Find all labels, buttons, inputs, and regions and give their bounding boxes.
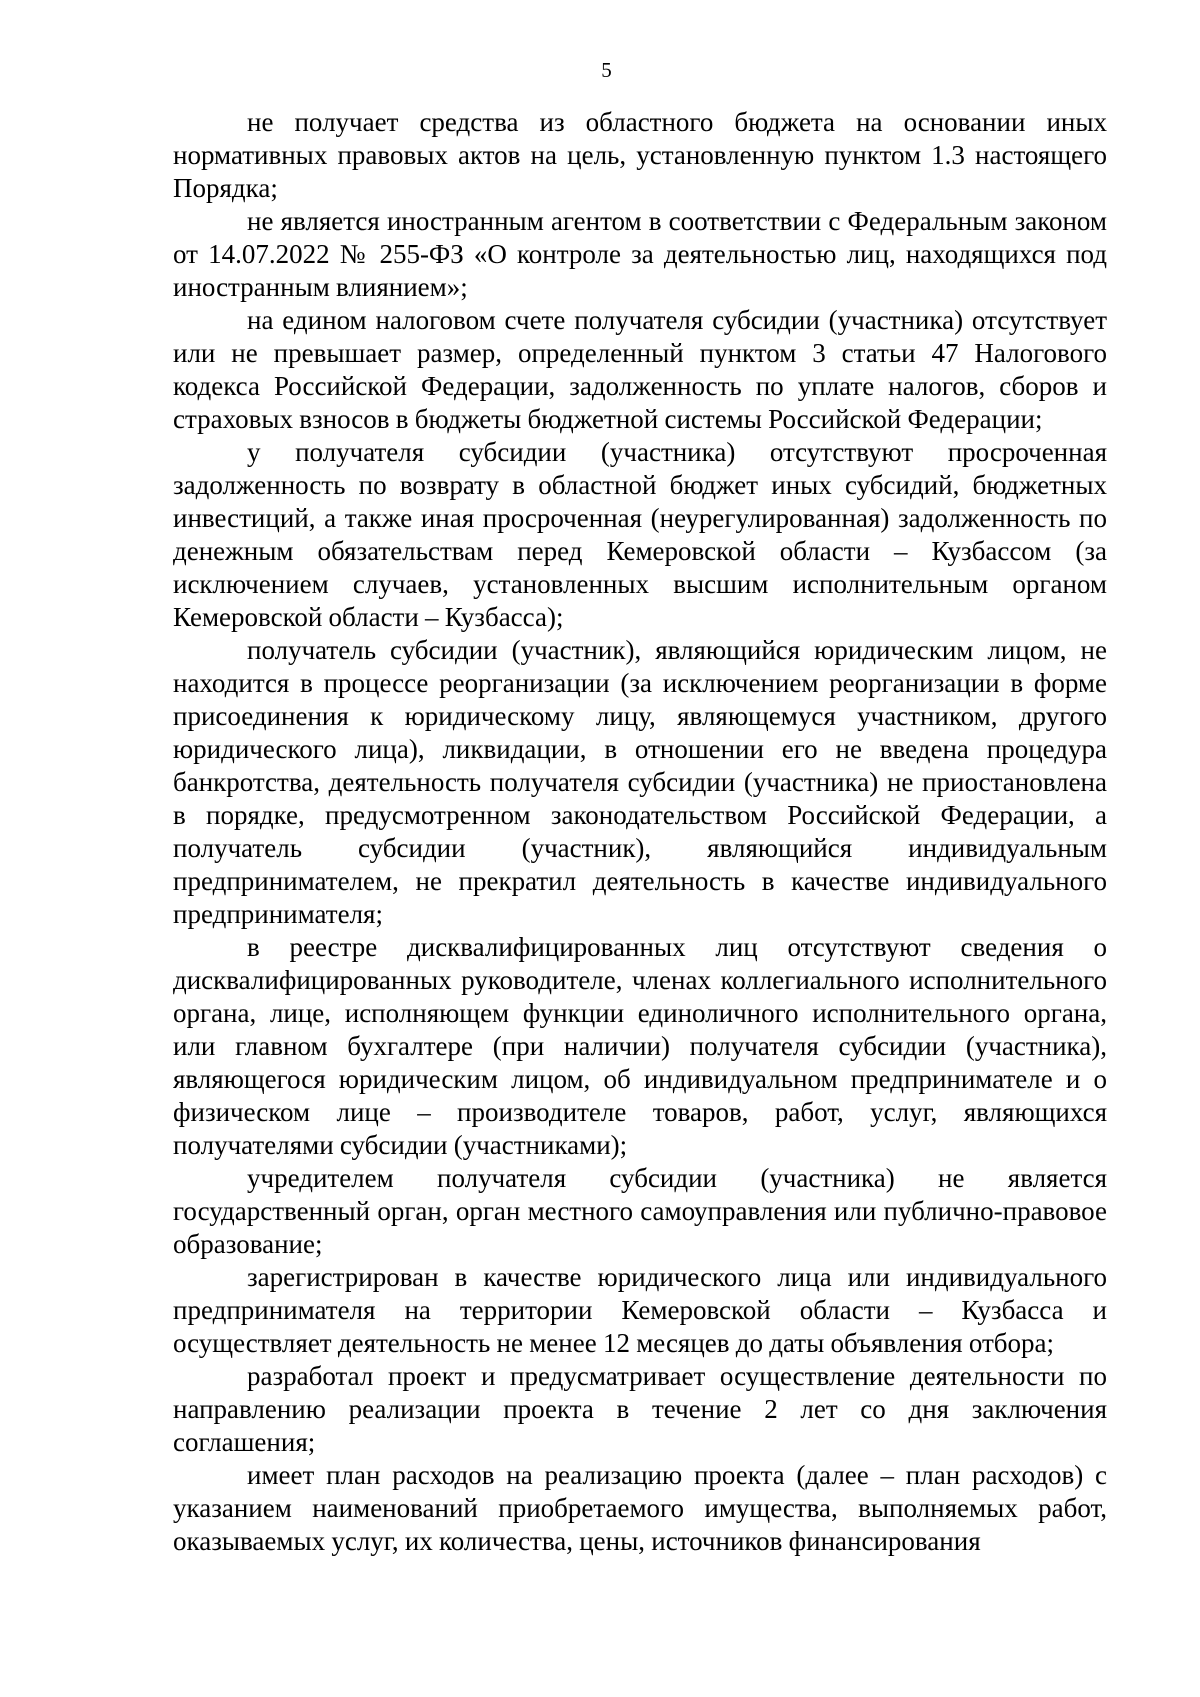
- paragraph: не является иностранным агентом в соответствии с Федеральным законом от 14.07.2022 № 255-ФЗ «О контроле за деятельностью лиц, находящихся под иностранным влиянием»;: [173, 206, 1107, 302]
- paragraph: получатель субсидии (участник), являющийся юридическим лицом, не находится в процессе реорганизации (за исключением реорганизации в форме присоединения к юридическому лицу, являющемуся участником, другого юридического лица), ликвидации, в отношении его не введена процедура банкротства, деятельность получателя субсидии (участника) не приостановлена в порядке, предусмотренном законодательством Российской Федерации, а получатель субсидии (участник), являющийся индивидуальным предпринимателем, не прекратил деятельность в качестве индивидуального предпринимателя;: [173, 635, 1107, 929]
- paragraph: у получателя субсидии (участника) отсутствуют просроченная задолженность по возврату в областной бюджет иных субсидий, бюджетных инвестиций, а также иная просроченная (неурегулированная) задолженность по денежным обязательствам перед Кемеровской области – Кузбассом (за исключением случаев, установленных высшим исполнительным органом Кемеровской области – Кузбасса);: [173, 437, 1107, 632]
- document-body: [173, 106, 1107, 1558]
- page-number: 5: [601, 58, 612, 82]
- paragraph: на едином налоговом счете получателя субсидии (участника) отсутствует или не превышает размер, определенный пунктом 3 статьи 47 Налогового кодекса Российской Федерации, задолженность по уплате налогов, сборов и страховых взносов в бюджеты бюджетной системы Российской Федерации;: [173, 305, 1107, 434]
- paragraph: имеет план расходов на реализацию проекта (далее – план расходов) с указанием наименований приобретаемого имущества, выполняемых работ, оказываемых услуг, их количества, цены, источников финансирования: [173, 1460, 1107, 1556]
- paragraph: учредителем получателя субсидии (участника) не является государственный орган, орган местного самоуправления или публично-правовое образование;: [173, 1163, 1107, 1259]
- paragraph: разработал проект и предусматривает осуществление деятельности по направлению реализации проекта в течение 2 лет со дня заключения соглашения;: [173, 1361, 1107, 1457]
- paragraph: не получает средства из областного бюджета на основании иных нормативных правовых актов на цель, установленную пунктом 1.3 настоящего Порядка;: [173, 107, 1107, 203]
- paragraph: зарегистрирован в качестве юридического лица или индивидуального предпринимателя на территории Кемеровской области – Кузбасса и осуществляет деятельность не менее 12 месяцев до даты объявления отбора;: [173, 1262, 1107, 1358]
- paragraph: в реестре дисквалифицированных лиц отсутствуют сведения о дисквалифицированных руководителе, членах коллегиального исполнительного органа, лице, исполняющем функции единоличного исполнительного органа, или главном бухгалтере (при наличии) получателя субсидии (участника), являющегося юридическим лицом, об индивидуальном предпринимателе и о физическом лице – производителе товаров, работ, услуг, являющихся получателями субсидии (участниками);: [173, 932, 1107, 1160]
